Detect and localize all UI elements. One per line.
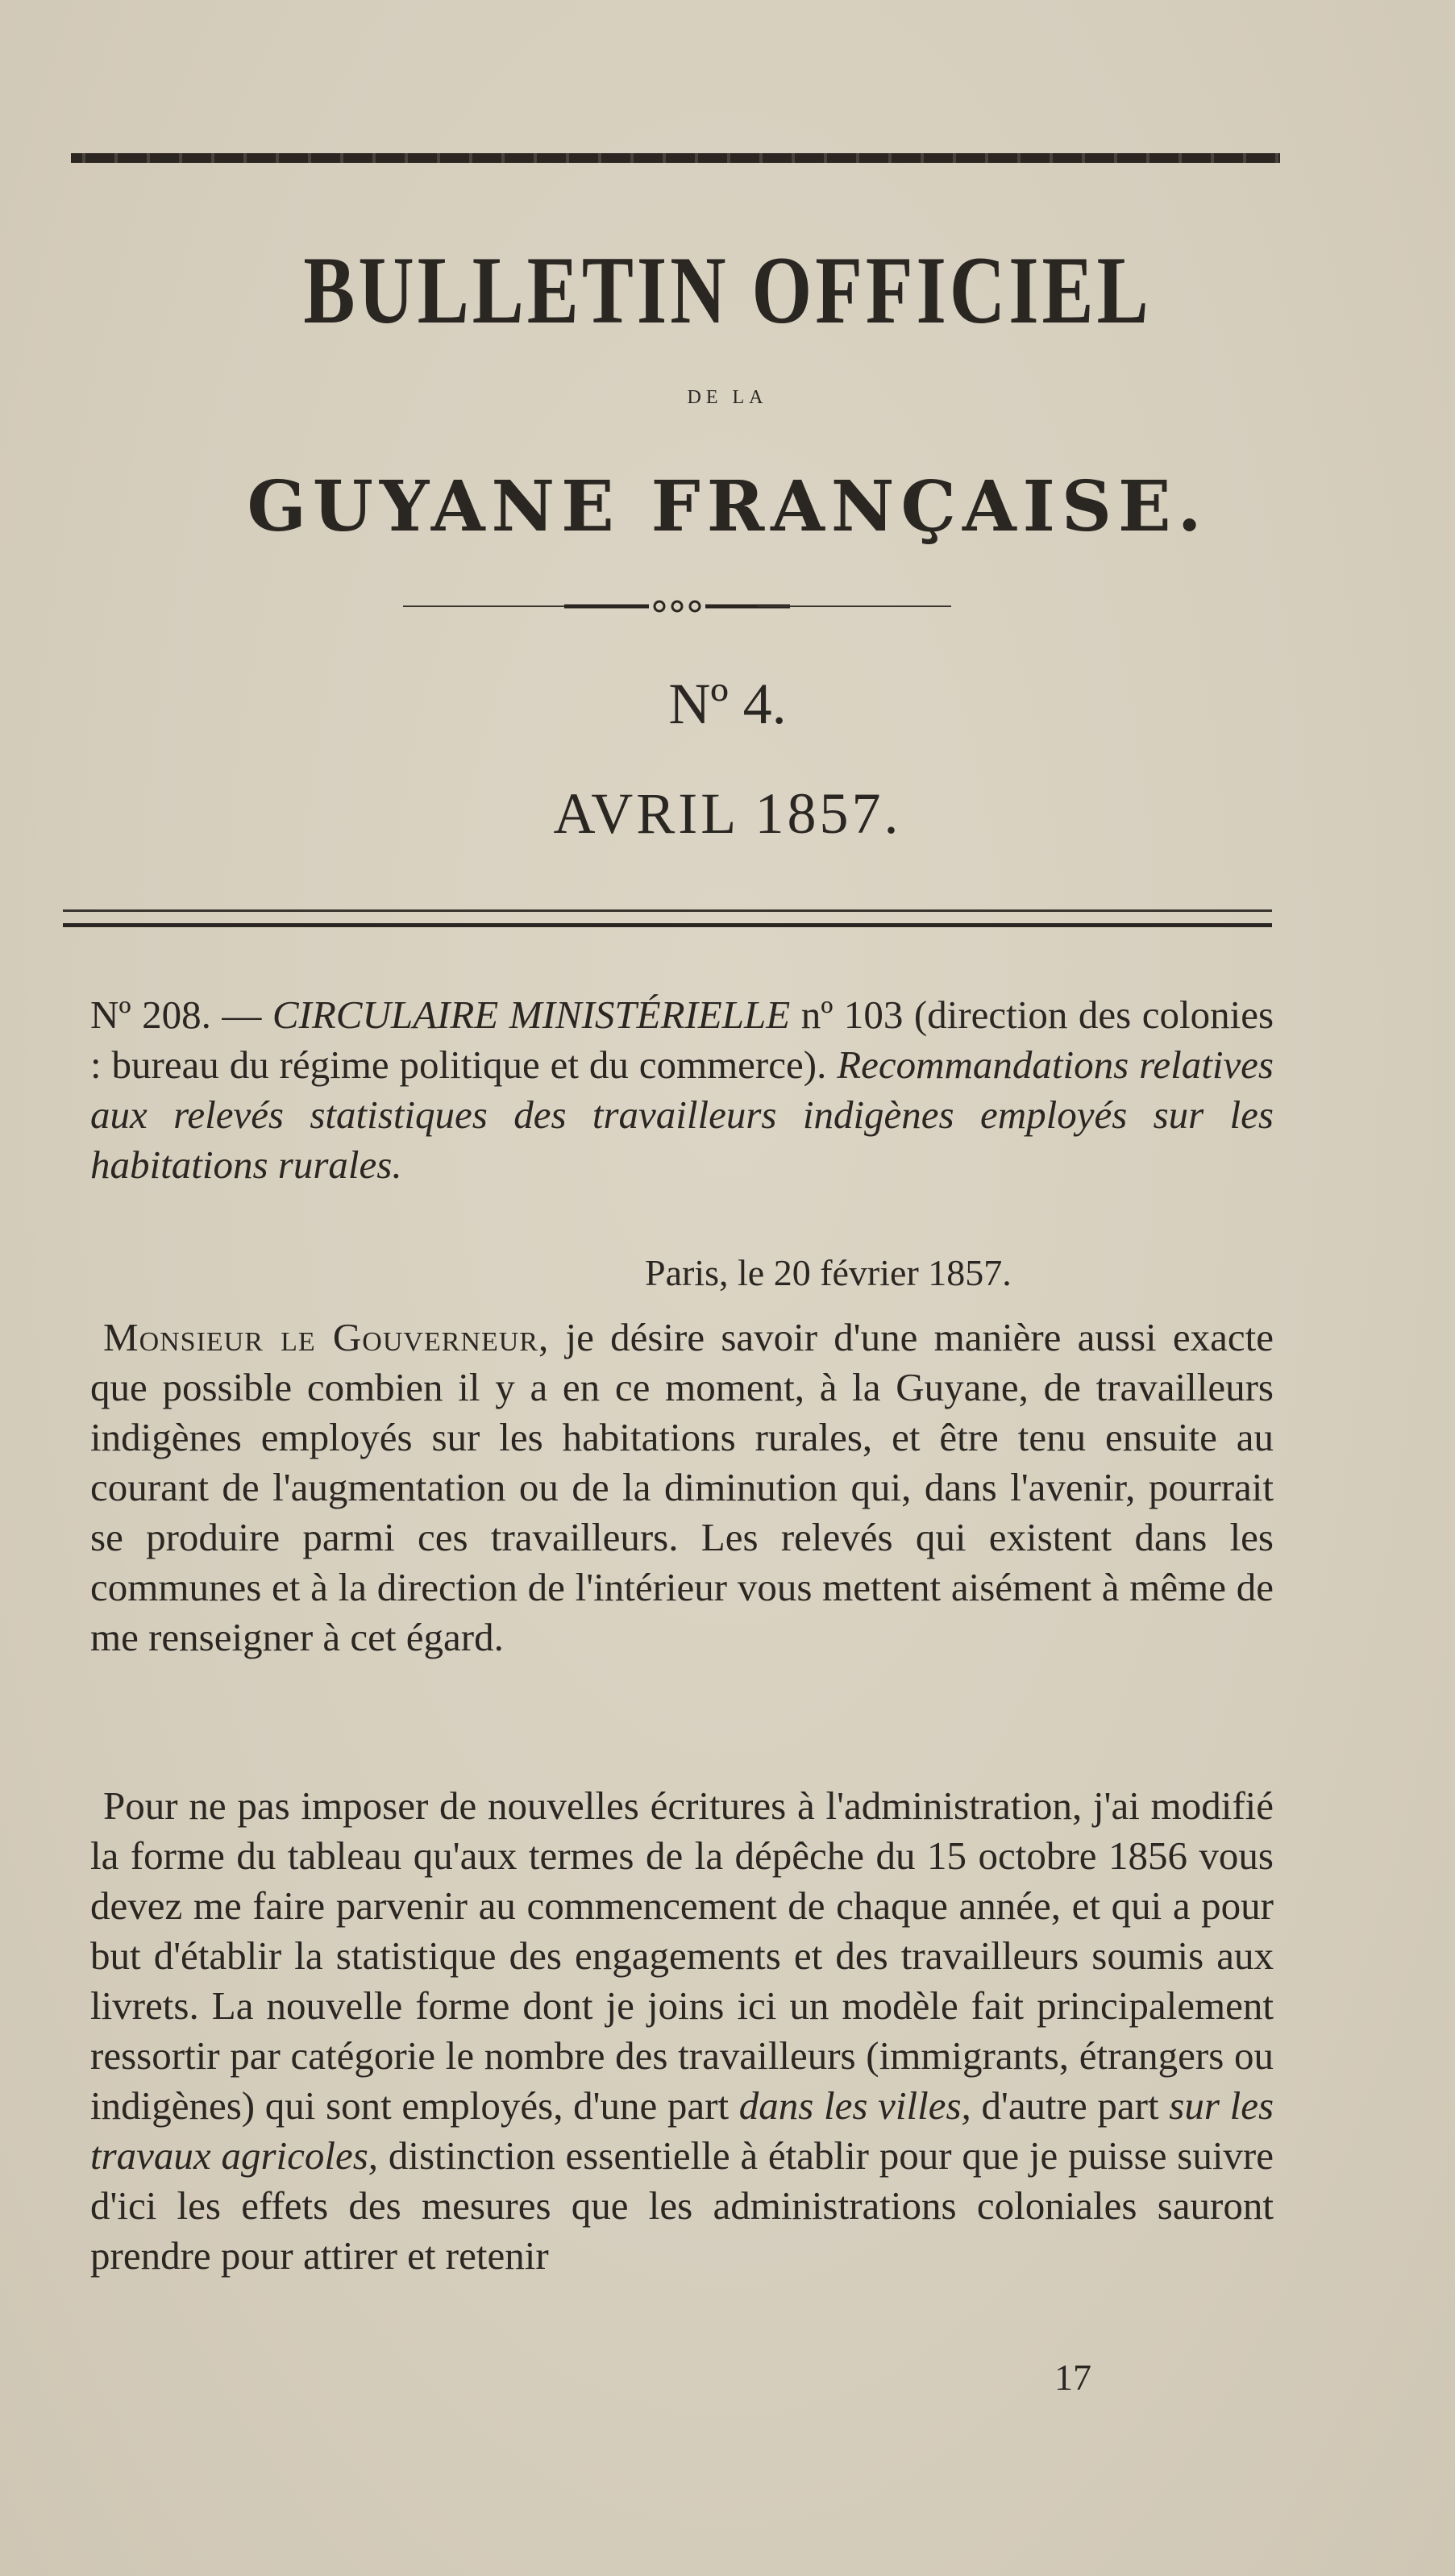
- salutation: Monsieur le Gouverneur,: [103, 1315, 550, 1359]
- paragraph-1: [90, 1313, 1274, 1663]
- bulletin-title: BULLETIN OFFICIEL: [303, 235, 1152, 344]
- issue-number: Nº 4.: [668, 672, 787, 736]
- article-type: CIRCULAIRE MINISTÉRIELLE: [272, 993, 791, 1037]
- issue-date: AVRIL 1857.: [553, 781, 902, 846]
- paragraph-2-mid: d'autre part: [981, 2083, 1159, 2128]
- article-heading: [90, 990, 1274, 1190]
- middle-rule: [63, 909, 1272, 927]
- paragraph-2-italic-2: sur les travaux agricoles,: [90, 2083, 1274, 2178]
- ornament-divider: [403, 598, 951, 614]
- paragraph-2: [90, 1781, 1274, 2281]
- territory-title: GUYANE FRANÇAISE.: [247, 466, 1208, 547]
- page-number: 17: [1054, 2357, 1091, 2398]
- paragraph-1-body: je désire savoir d'une manière aussi exacte que possible combien il y a en ce moment, à la Guyane, de travailleurs indigènes employés sur les habitations rurales, et être tenu ensuite au courant de l'augmentation ou de la diminution qui, dans l'avenir, pourrait se produire parmi ces travailleurs. Les relevés qui existent dans les communes et à la direction de l'intérieur vous mettent aisément à même de me renseigner à cet égard.: [90, 1315, 1274, 1659]
- top-rule: [71, 153, 1280, 163]
- place-date: Paris, le 20 février 1857.: [645, 1252, 1012, 1293]
- paragraph-2-end: distinction essentielle à établir pour que je puisse suivre d'ici les effets des mesures que les administrations coloniales sauront prendre pour attirer et retenir: [90, 2133, 1274, 2278]
- circular-number: nº 103 (direction des colonies : bureau du régime politique et du commerce).: [90, 993, 1274, 1087]
- paragraph-2-italic-1: dans les villes,: [738, 2083, 971, 2128]
- of-the-label: DE LA: [687, 387, 768, 408]
- article-dash: —: [222, 993, 262, 1037]
- article-number: Nº 208.: [90, 993, 211, 1037]
- article-subject: Recommandations relatives aux relevés statistiques des travailleurs indigènes employés sur les habitations rurales.: [90, 1042, 1274, 1187]
- paragraph-2-start: Pour ne pas imposer de nouvelles écritures à l'administration, j'ai modifié la forme du tableau qu'aux termes de la dépêche du 15 octobre 1856 vous devez me faire parvenir au commencement de chaque année, et qui a pour but d'établir la statistique des engagements et des travailleurs soumis aux livrets. La nouvelle forme dont je joins ici un modèle fait principalement ressortir par catégorie le nombre des travailleurs (immigrants, étrangers ou indigènes) qui sont employés, d'une part: [90, 1783, 1274, 2128]
